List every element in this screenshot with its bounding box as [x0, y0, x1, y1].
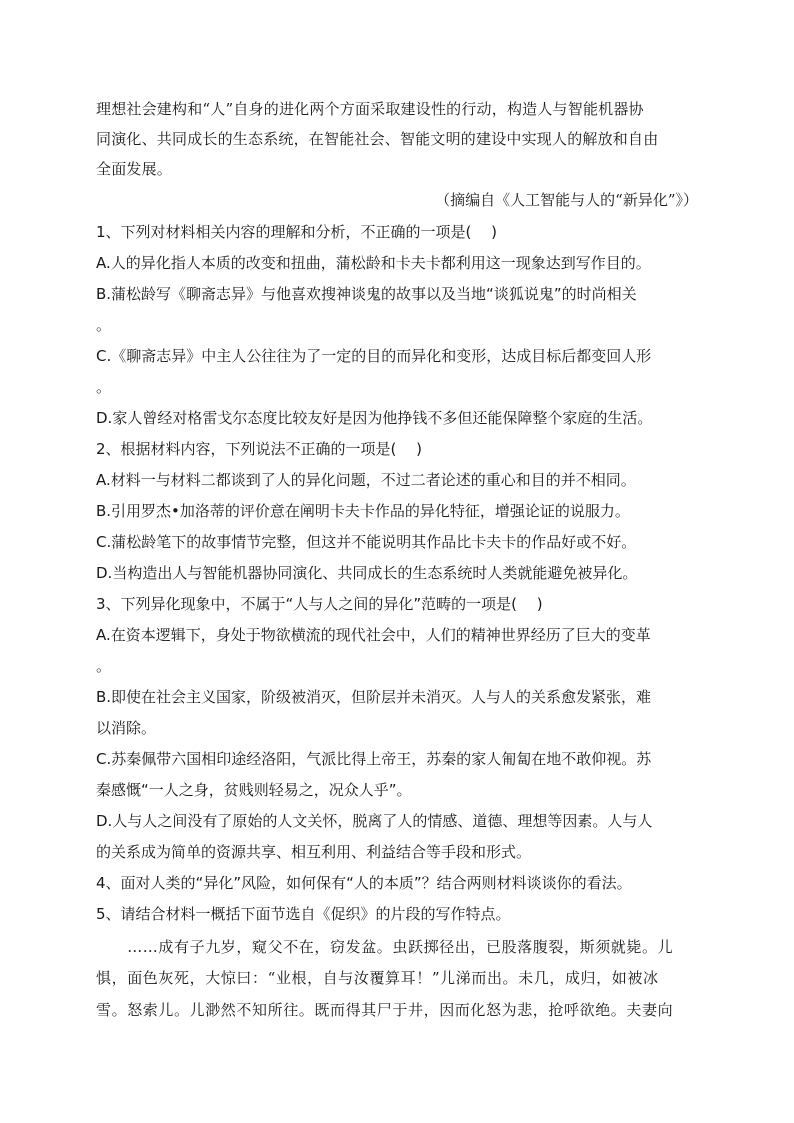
- option-2d: D.当构造出人与智能机器协同演化、共同成长的生态系统时人类就能避免被异化。: [96, 564, 638, 582]
- option-1b: B.蒲松龄写《聊斋志异》与他喜欢搜神谈鬼的故事以及当地“谈狐说鬼”的时尚相关: [96, 285, 637, 303]
- option-1a: A.人的异化指人本质的改变和扭曲，蒲松龄和卡夫卡都利用这一现象达到写作目的。: [96, 254, 651, 272]
- option-1c-wrap: 。: [96, 378, 112, 396]
- excerpt-line: 惧，面色灰死，大惊曰：“业根，自与汝覆算耳！”儿涕而出。未几，成归，如被冰: [96, 969, 659, 987]
- question-1: 1、下列对材料相关内容的理解和分析，不正确的一项是( ): [96, 223, 498, 241]
- option-2c: C.蒲松龄笔下的故事情节完整，但这并不能说明其作品比卡夫卡的作品好或不好。: [96, 533, 637, 551]
- option-3d: D.人与人之间没有了原始的人文关怀，脱离了人的情感、道德、理想等因素。人与人: [96, 812, 653, 830]
- option-3b-wrap: 以消除。: [96, 719, 157, 737]
- option-2a: A.材料一与材料二都谈到了人的异化问题，不过二者论述的重心和目的并不相同。: [96, 471, 636, 489]
- question-5: 5、请结合材料一概括下面节选自《促织》的片段的写作特点。: [96, 905, 511, 923]
- option-1c: C.《聊斋志异》中主人公往往为了一定的目的而异化和变形，达成目标后都变回人形: [96, 347, 652, 365]
- source-citation: （摘编自《人工智能与人的“新异化”》）: [435, 191, 698, 209]
- option-2b: B.引用罗杰•加洛蒂的评价意在阐明卡夫卡作品的异化特征，增强论证的说服力。: [96, 502, 630, 520]
- option-1d: D.家人曾经对格雷戈尔态度比较友好是因为他挣钱不多但还能保障整个家庭的生活。: [96, 409, 653, 427]
- intro-line: 同演化、共同成长的生态系统，在智能社会、智能文明的建设中实现人的解放和自由: [96, 130, 659, 148]
- option-3b: B.即使在社会主义国家，阶级被消灭，但阶层并未消灭。人与人的关系愈发紧张，难: [96, 688, 652, 706]
- option-3c: C.苏秦佩带六国相印途经洛阳，气派比得上帝王，苏秦的家人匍匐在地不敢仰视。苏: [96, 750, 652, 768]
- question-2: 2、根据材料内容，下列说法不正确的一项是( ): [96, 440, 423, 458]
- question-3: 3、下列异化现象中，不属于“人与人之间的异化”范畴的一项是( ): [96, 595, 543, 613]
- intro-line: 全面发展。: [96, 160, 173, 178]
- option-3a-wrap: 。: [96, 657, 112, 675]
- option-3c-wrap: 秦感慨“一人之身，贫贱则轻易之，况众人乎”。: [96, 781, 412, 799]
- intro-line: 理想社会建构和“人”自身的进化两个方面采取建设性的行动，构造人与智能机器协: [96, 100, 644, 118]
- option-1b-wrap: 。: [96, 316, 112, 334]
- excerpt-line: ……成有子九岁，窥父不在，窃发盆。虫跃掷径出，已股落腹裂，斯须就毙。儿: [96, 938, 674, 956]
- option-3d-wrap: 的关系成为简单的资源共享、相互利用、利益结合等手段和形式。: [96, 843, 532, 861]
- option-3a: A.在资本逻辑下，身处于物欲横流的现代社会中，人们的精神世界经历了巨大的变革: [96, 626, 651, 644]
- excerpt-line: 雪。怒索儿。儿渺然不知所往。既而得其尸于井，因而化怒为悲，抢呼欲绝。夫妻向: [96, 1001, 674, 1019]
- question-4: 4、面对人类的“异化”风险，如何保有“人的本质”？结合两则材料谈谈你的看法。: [96, 874, 632, 892]
